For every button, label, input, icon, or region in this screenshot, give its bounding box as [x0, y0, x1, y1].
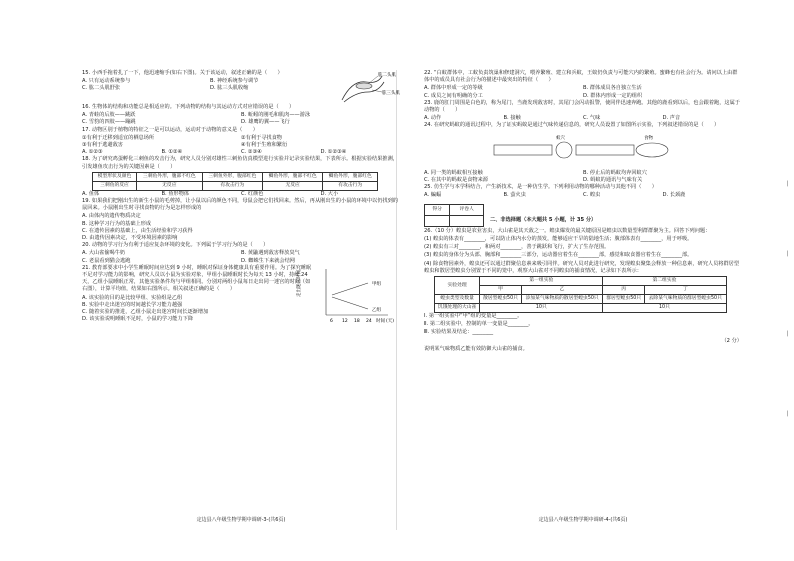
option-c: C. 肱二头肌舒张: [82, 85, 121, 92]
score-cell[interactable]: [425, 215, 450, 226]
ant-experiment-figure: [424, 131, 742, 167]
option-a: A. 大山雀偷喝牛奶: [82, 250, 126, 257]
option-c: C. 蝗虫: [583, 192, 601, 199]
chart-unit: (天): [386, 318, 395, 324]
table-row-label: 三刺鱼的反应: [93, 181, 137, 190]
question-16-options: [82, 112, 400, 126]
x-tick: 6: [330, 318, 333, 324]
table-row-label: 饥饿处理的大山雀: [435, 304, 480, 313]
table-row-label: 蝗虫类型及数量: [435, 295, 480, 304]
option-a: A. 鱼体: [82, 190, 100, 197]
edge-mark: ∣: [786, 410, 789, 417]
question-15-text: 15. 小西手拖着扎了一下，他迅速缩手(如右下图)。关于该运动，叙述正确的是（ ）: [82, 70, 283, 76]
option-b: B. 蚯蚓的刚毛和肌肉——游泳: [241, 112, 311, 119]
option-b: B. 神经系统参与调节: [210, 78, 259, 85]
option-c: C. 红颜色: [241, 190, 264, 197]
label-biceps: 肱二头肌: [378, 73, 396, 78]
question-26-score: （2 分）: [721, 337, 742, 344]
option-c: C. 在其中的蚂蚁是食物来源: [424, 177, 488, 184]
exam-page-left: [82, 70, 400, 530]
page-footer: 定边县八年级生物学期中调研-4-(共6页): [538, 516, 628, 523]
score-box: [424, 204, 484, 227]
label-triceps: 肱三头肌: [382, 91, 400, 96]
chart-ylabel: 走出迷宫时间: [297, 269, 302, 297]
option-a: A. ①②③: [82, 149, 103, 156]
sub-header: 乙: [521, 286, 603, 295]
label-food: 食物: [644, 135, 653, 141]
option-c: C. 在遗传因素的基础上，由生活经验和学习获得: [82, 227, 193, 234]
option-d: D. 蜘蛛生下来就会结网: [241, 257, 295, 264]
question-26-i: Ⅰ. 第一组实验中“甲”组的变量是________。: [424, 313, 523, 320]
question-17-text: 17. 动物区别于植物的特征之一是可以运动，运动对于动物的意义是（ ）: [82, 126, 258, 133]
question-26-part-1: (1) 蝗虫的体表有________，可以防止体内水分的蒸发，能够适应干旱的陆地生活；腹部体表有________，用于呼吸。: [424, 236, 693, 243]
question-24-text: 24. 在研究蚂蚁的通讯过程中，为了证实蚂蚁是通过气味传递信息的，研究人员设置了如图所示实验，下列叙述错误的是（ ）: [424, 122, 720, 129]
table-header: 鲫鱼外形，腹部红色: [323, 172, 378, 181]
grader-label: 评卷人: [450, 204, 484, 215]
edge-mark: ∣: [786, 330, 789, 337]
table-cell: 有攻击行为: [202, 181, 262, 190]
option-d: D. 长颈鹿: [662, 192, 686, 199]
item-4: ④有利于生殖和繁衍: [241, 142, 288, 149]
option-b: B. 鱼形物体: [161, 190, 190, 197]
option-a: A. 群体中形成一定的等级: [424, 85, 483, 92]
question-19-options: [82, 213, 400, 242]
page-footer: 定边县八年级生物学期中调研-3-(共6页): [196, 516, 286, 523]
option-d: D. 大小: [320, 190, 339, 197]
series-yi-label: 乙组: [372, 307, 381, 313]
question-22-text: 22. “白蚁群体中，工蚁负责筑巢和修建洞穴，喂养繁殖、建立和兵蚁，王蚁仍负责与可能穴内的繁殖。蜜蜂也有社会行为。请问以上由群体中的成员具有社会行为的描述中最突出的特征（ ）: [424, 70, 738, 84]
question-18-options: [82, 191, 400, 198]
chart-xlabel: 时间: [376, 318, 385, 324]
table-header: 三刺鱼外形，腹部不红色: [136, 172, 202, 181]
option-c: C. 雪豹的四肢——蹦跳: [82, 119, 136, 126]
option-c: C. 随着实验的推进，乙组小鼠走出迷宫时间长逐渐增加: [82, 309, 209, 316]
question-15: [82, 70, 400, 104]
group-header: 第二组实验: [603, 277, 726, 286]
option-b: B. ①②④: [161, 149, 183, 156]
option-d: D. 由遗传因素决定，不受环境因素的影响: [82, 235, 178, 242]
question-26-intro: 26.（10 分）蝗虫是农业害虫，大山雀是其天敌之一。蝗虫爆发的最关键原因是蝗虫以数量型利群群聚为主。回答下列问题：: [424, 227, 711, 234]
question-21-options: [82, 295, 314, 324]
question-25-options: [424, 192, 742, 199]
x-tick: 24: [366, 318, 372, 324]
option-d: D. 肱三头肌收缩: [210, 85, 249, 92]
question-26-part-4: (4) 除食物因素外，蝗虫还可以通过群聚信息素来吸引同伴。研究人员对此进行研究，发现蝗虫聚集会释放一种信息素，研究人员将群居型蝗虫和散居型蝗虫分别置于不同的笼中，观察大山雀对不同蝗虫的捕食情况，记录如下表所示：: [424, 260, 740, 274]
table-cell: 散居型蝗虫50只: [480, 295, 522, 304]
question-26-part-3: (3) 蝗虫的身体分为头部、胸部和________三部分，运动器官着生在________部，感觉和取食器官着生在________部。: [424, 252, 693, 259]
table-cell: 10只: [480, 304, 603, 313]
option-b: B. 接触: [503, 115, 521, 122]
question-20-text: 20. 动物的学习行为有利于适应复杂环境的变化。下列属于学习行为的是（ ）: [82, 242, 269, 249]
question-16-text: 16. 生物体的结构和功能总是相适应的。下列动物的结构与其运动方式对应错误的是（ ）: [82, 104, 295, 110]
option-a: A. 该实验的目的是比较甲组、实验组是乙组: [82, 294, 183, 301]
option-d: D. ①②③④: [320, 149, 347, 156]
label-nest: 蚁穴: [556, 135, 565, 141]
table-header: 鲫鱼外形，腹部不红色: [263, 172, 323, 181]
table-cell: 去除某气味物质的群居型蝗虫50只: [644, 295, 726, 304]
option-a: A. 由体内的遗传物质决定: [82, 213, 141, 220]
series-jia-line: [332, 283, 368, 295]
question-17-items: [82, 135, 400, 149]
option-d: D. 群体内形成一定的组织: [583, 92, 643, 99]
bridge-b: [576, 145, 634, 155]
option-d: D. 蚂蚁的通讯与气味有关: [583, 177, 643, 184]
sub-header: 丁: [644, 286, 726, 295]
option-b: B. 群体成员各自独立生活: [583, 85, 642, 92]
table-header: 三刺鱼外形，腹部红色: [202, 172, 262, 181]
item-3: ③有利于逃避敌害: [82, 142, 123, 149]
question-21-text: 21. 教育部要求中小学生睡眠时间应达到 9 小时，睡眠对保证身体健康具有重要作用。为了探究睡眠不足对学习能力的影响，研究人员以小鼠为实验对象，甲组小鼠睡眠时长为每天 13 小时，持续 24 天，乙组小鼠睡眠正常，其他实验条件均与甲组相同。分别对两组小鼠每日走出同一迷宫的时间（如右图），计算平均值，结果如右图所示。相关叙述正确的是（ ）: [82, 264, 312, 293]
edge-mark: ∣: [786, 180, 789, 187]
option-d: D. 雄鹰的翼——飞行: [241, 119, 290, 126]
question-25-text: 25. 仿生学与本学科结合，产生新技术，是一种仿生学。下列利用动物的哪种活动与其他不同（ ）: [424, 184, 657, 191]
x-tick: 12: [342, 318, 348, 324]
table-cell: 无反应: [263, 181, 323, 190]
option-c: C. 老鼠看到猫会逃跑: [82, 257, 131, 264]
table-header: 模型形状及颜色: [93, 172, 137, 181]
question-18-table: [92, 172, 378, 191]
question-21: [82, 265, 400, 327]
option-d: D. 声音: [662, 115, 681, 122]
option-a: A. 同一类的蚂蚁相互接触: [424, 169, 483, 176]
bridge-a: [494, 145, 552, 155]
x-tick: 18: [354, 318, 360, 324]
table-cell: 添加某气味物质的散居型蝗虫50只: [521, 295, 603, 304]
option-c: C. 成员之间有明确的分工: [424, 92, 483, 99]
option-a: A. 动作: [424, 115, 442, 122]
question-23-text: 23. 鹿的肛门周围是白色的，称为尾门，当鹿发现敌害时，其尾门会闪动报警，使同伴迅速奔跑。其他的鹿看到以后，也会跟着跑，这属于动物的（ ）: [424, 99, 740, 114]
option-a: A. 青蛙的后肢——跳跃: [82, 112, 136, 119]
edge-mark: ∣: [786, 250, 789, 257]
question-26-end: 说明某气味物质乙能有效防御大山雀的捕食。: [424, 345, 528, 352]
question-26-table: [434, 276, 727, 313]
table-cell: 无反应: [136, 181, 202, 190]
table-corner: 实验处理: [435, 277, 480, 295]
question-26-ii: Ⅱ. 第二组实验中，控制的单一变量是________。: [424, 321, 534, 328]
question-22-options: [424, 85, 742, 99]
option-a: A. 只有运动系统参与: [82, 78, 131, 85]
question-18-text: 18. 为了研究鸡蛋孵化三刺鱼的攻击行为，研究人员分别对雄性三刺鱼仿真模型进行实验并记录实验结果，下表所示。根据实验结果推测，引发雄鱼攻击行为的关键因素是（ ）: [82, 156, 398, 170]
option-a: A. 蝙蝠: [424, 192, 442, 199]
option-b: B. 这种学习行为的基础上形成: [82, 220, 152, 227]
item-1: ①有利于迁移到适宜的栖息场所: [82, 134, 155, 141]
score-label: 得分: [425, 204, 450, 215]
question-20-options: [82, 250, 400, 264]
question-19-text: 19. 如果我们把刚出生的新生小鼠的毛剪掉，让小鼠以后的颜色不同，母鼠会把它们找回来。然后，再从刚出生的小鼠的环境中以仍找到的鼠回来。小鼠刚出生时寻找食物的行为是怎样形成的: [82, 198, 398, 212]
series-jia-label: 甲组: [372, 281, 381, 287]
question-15-options: [82, 78, 338, 92]
question-24-options: [424, 170, 742, 184]
exam-page-right: [424, 70, 742, 530]
nest-circle: [556, 142, 572, 158]
section-title: 二、非选择题（本大题共 5 小题，计 35 分）: [490, 216, 597, 223]
option-b: B. 萤火虫: [503, 192, 526, 199]
table-cell: 10只: [603, 304, 726, 313]
option-b: B. 黄鼬遇到敌害释放臭气: [241, 250, 300, 257]
option-b: B. 停止后的蚂蚁均奔回蚁穴: [583, 169, 647, 176]
arm-muscle-figure: [338, 70, 400, 104]
maze-time-chart: [297, 265, 400, 327]
item-2: ②有利于寻找食物: [241, 134, 282, 141]
option-b: B. 实验中走出迷宫的时间越长学习能力越强: [82, 301, 183, 308]
option-c: C. ②③④: [241, 149, 262, 156]
sub-header: 甲: [480, 286, 522, 295]
question-26-part-2: (2) 蝗虫有三对________，和两对________，善于跳跃和飞行，扩大了生存范围。: [424, 244, 610, 251]
table-cell: 有攻击行为: [323, 181, 378, 190]
sub-header: 丙: [603, 286, 645, 295]
series-yi-line: [332, 297, 368, 309]
option-d: D. 该实验说明睡眠不足时，小鼠的学习能力下降: [82, 316, 194, 323]
table-cell: 群居型蝗虫50只: [603, 295, 645, 304]
option-c: C. 气味: [583, 115, 601, 122]
group-header: 第一组实验: [480, 277, 603, 286]
question-26-iii: Ⅲ. 实验结果及结论：________: [424, 329, 494, 336]
food-source: [636, 143, 668, 157]
grader-cell[interactable]: [450, 215, 484, 226]
